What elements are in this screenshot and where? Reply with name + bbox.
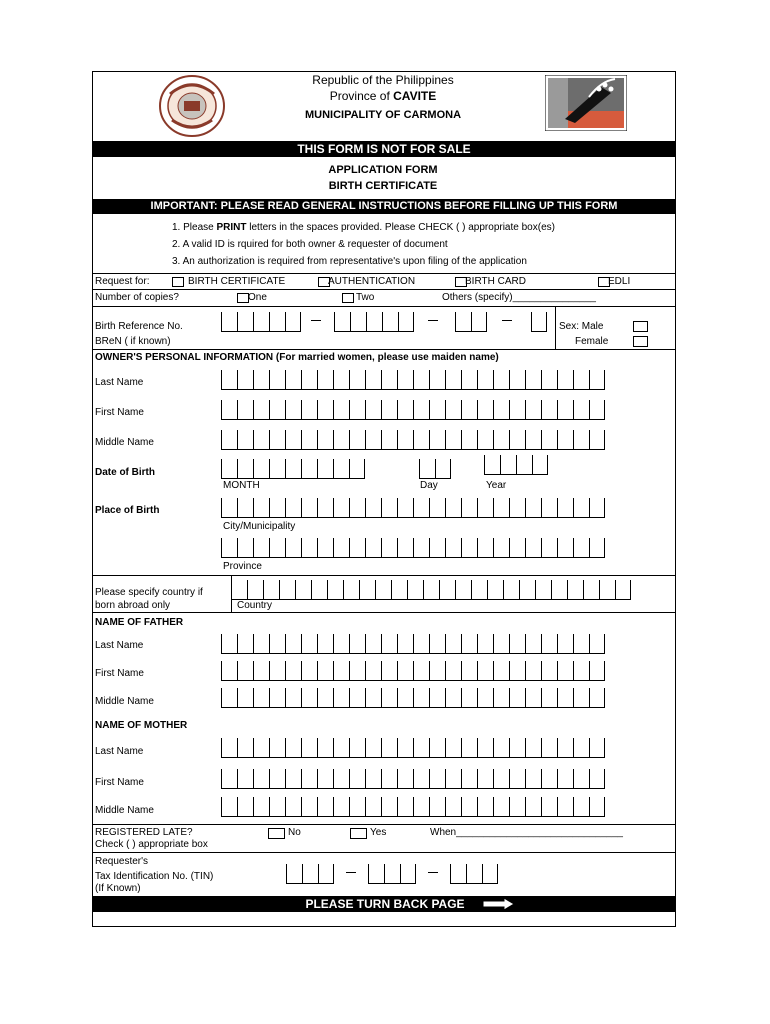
divider — [93, 612, 675, 613]
birth-ref-group-3[interactable] — [455, 312, 487, 332]
tin-group-3[interactable] — [450, 864, 498, 884]
dash — [311, 320, 321, 321]
divider — [93, 289, 675, 290]
city-label: City/Municipality — [223, 521, 296, 532]
late-label: REGISTERED LATE? — [95, 827, 193, 838]
tin-label-1: Requester's — [95, 856, 149, 867]
late-no-checkbox[interactable] — [268, 828, 285, 839]
footer-text: PLEASE TURN BACK PAGE — [305, 897, 465, 911]
bren-label: BReN ( if known) — [95, 336, 171, 347]
female-label: Female — [575, 336, 609, 347]
dob-month-input[interactable] — [221, 459, 365, 479]
owner-heading: OWNER'S PERSONAL INFORMATION (For married women, please use maiden name) — [95, 352, 499, 363]
edli-label: EDLI — [608, 276, 631, 287]
form-subtitle: BIRTH CERTIFICATE — [328, 180, 438, 192]
logo-icon — [545, 75, 627, 131]
late-when-field[interactable]: When______________________________ — [430, 827, 623, 838]
tin-label-3: (If Known) — [95, 883, 141, 894]
mother-last-name-input[interactable] — [221, 738, 605, 758]
tin-label-2: Tax Identification No. (TIN) — [95, 871, 214, 882]
dob-day-input[interactable] — [419, 459, 451, 479]
dob-year-input[interactable] — [484, 455, 548, 475]
abroad-label-2: born abroad only — [95, 600, 171, 611]
country-label: Country — [237, 600, 273, 611]
owner-last-name-label: Last Name — [95, 377, 144, 388]
mother-middle-name-label: Middle Name — [95, 805, 154, 816]
tin-group-1[interactable] — [286, 864, 334, 884]
divider — [555, 307, 556, 349]
municipal-seal — [158, 74, 226, 138]
birth-ref-group-1[interactable] — [221, 312, 301, 332]
abroad-label-1: Please specify country if — [95, 587, 203, 598]
tin-group-2[interactable] — [368, 864, 416, 884]
two-copies-checkbox[interactable] — [342, 293, 354, 303]
province-text: Province of CAVITE — [329, 89, 437, 103]
year-label: Year — [486, 480, 507, 491]
father-middle-name-input[interactable] — [221, 688, 605, 708]
owner-middle-name-label: Middle Name — [95, 437, 154, 448]
birth-ref-group-2[interactable] — [334, 312, 414, 332]
divider — [93, 349, 675, 350]
birth-certificate-label: BIRTH CERTIFICATE — [188, 276, 286, 287]
owner-middle-name-input[interactable] — [221, 430, 605, 450]
important-banner: IMPORTANT: PLEASE READ GENERAL INSTRUCTIONS BEFORE FILLING UP THIS FORM — [93, 199, 675, 214]
late-no-label: No — [288, 827, 301, 838]
birth-certificate-checkbox[interactable] — [172, 277, 184, 287]
form-title: APPLICATION FORM — [328, 164, 438, 176]
father-first-name-input[interactable] — [221, 661, 605, 681]
male-checkbox[interactable] — [633, 321, 648, 332]
arrow-right-icon — [482, 897, 516, 911]
pob-province-input[interactable] — [221, 538, 605, 558]
divider — [93, 575, 675, 576]
copies-label: Number of copies? — [95, 292, 179, 303]
one-copy-label: One — [248, 292, 267, 303]
birth-card-label: BIRTH CARD — [465, 276, 526, 287]
father-first-name-label: First Name — [95, 668, 144, 679]
divider — [93, 824, 675, 825]
others-copies-field[interactable]: Others (specify)_______________ — [442, 292, 596, 303]
request-label: Request for: — [95, 276, 150, 287]
mother-first-name-input[interactable] — [221, 769, 605, 789]
authentication-label: AUTHENTICATION — [328, 276, 416, 287]
birth-ref-label: Birth Reference No. — [95, 321, 183, 332]
mother-heading: NAME OF MOTHER — [95, 720, 188, 731]
father-middle-name-label: Middle Name — [95, 696, 154, 707]
owner-first-name-input[interactable] — [221, 400, 605, 420]
female-checkbox[interactable] — [633, 336, 648, 347]
father-last-name-input[interactable] — [221, 634, 605, 654]
month-label: MONTH — [223, 480, 260, 491]
dash — [428, 872, 438, 873]
father-heading: NAME OF FATHER — [95, 617, 184, 628]
dash — [502, 320, 512, 321]
late-yes-label: Yes — [370, 827, 387, 838]
dob-label: Date of Birth — [95, 467, 155, 478]
pob-label: Place of Birth — [95, 505, 160, 516]
municipality-text: MUNICIPALITY OF CARMONA — [304, 109, 462, 121]
dash — [346, 872, 356, 873]
sex-male-label: Sex: Male — [559, 321, 604, 332]
two-copies-label: Two — [356, 292, 375, 303]
father-last-name-label: Last Name — [95, 640, 144, 651]
province-label: Province — [223, 561, 262, 572]
divider — [93, 273, 675, 274]
owner-first-name-label: First Name — [95, 407, 144, 418]
birth-ref-group-4[interactable] — [531, 312, 547, 332]
pob-city-input[interactable] — [221, 498, 605, 518]
instruction-1: 1. Please PRINT letters in the spaces provided. Please CHECK ( ) appropriate box(es) — [172, 222, 555, 233]
owner-last-name-input[interactable] — [221, 370, 605, 390]
instruction-2: 2. A valid ID is rquired for both owner & requester of document — [172, 239, 448, 250]
day-label: Day — [420, 480, 438, 491]
mother-first-name-label: First Name — [95, 777, 144, 788]
mother-middle-name-input[interactable] — [221, 797, 605, 817]
divider — [93, 306, 675, 307]
country-input[interactable] — [231, 580, 631, 600]
republic-text: Republic of the Philippines — [312, 73, 454, 87]
divider — [93, 852, 675, 853]
mother-last-name-label: Last Name — [95, 746, 144, 757]
instruction-3: 3. An authorization is required from representative's upon filing of the application — [172, 256, 527, 267]
late-yes-checkbox[interactable] — [350, 828, 367, 839]
not-for-sale-banner: THIS FORM IS NOT FOR SALE — [93, 141, 675, 157]
late-check-label: Check ( ) appropriate box — [95, 839, 208, 850]
dash — [428, 320, 438, 321]
